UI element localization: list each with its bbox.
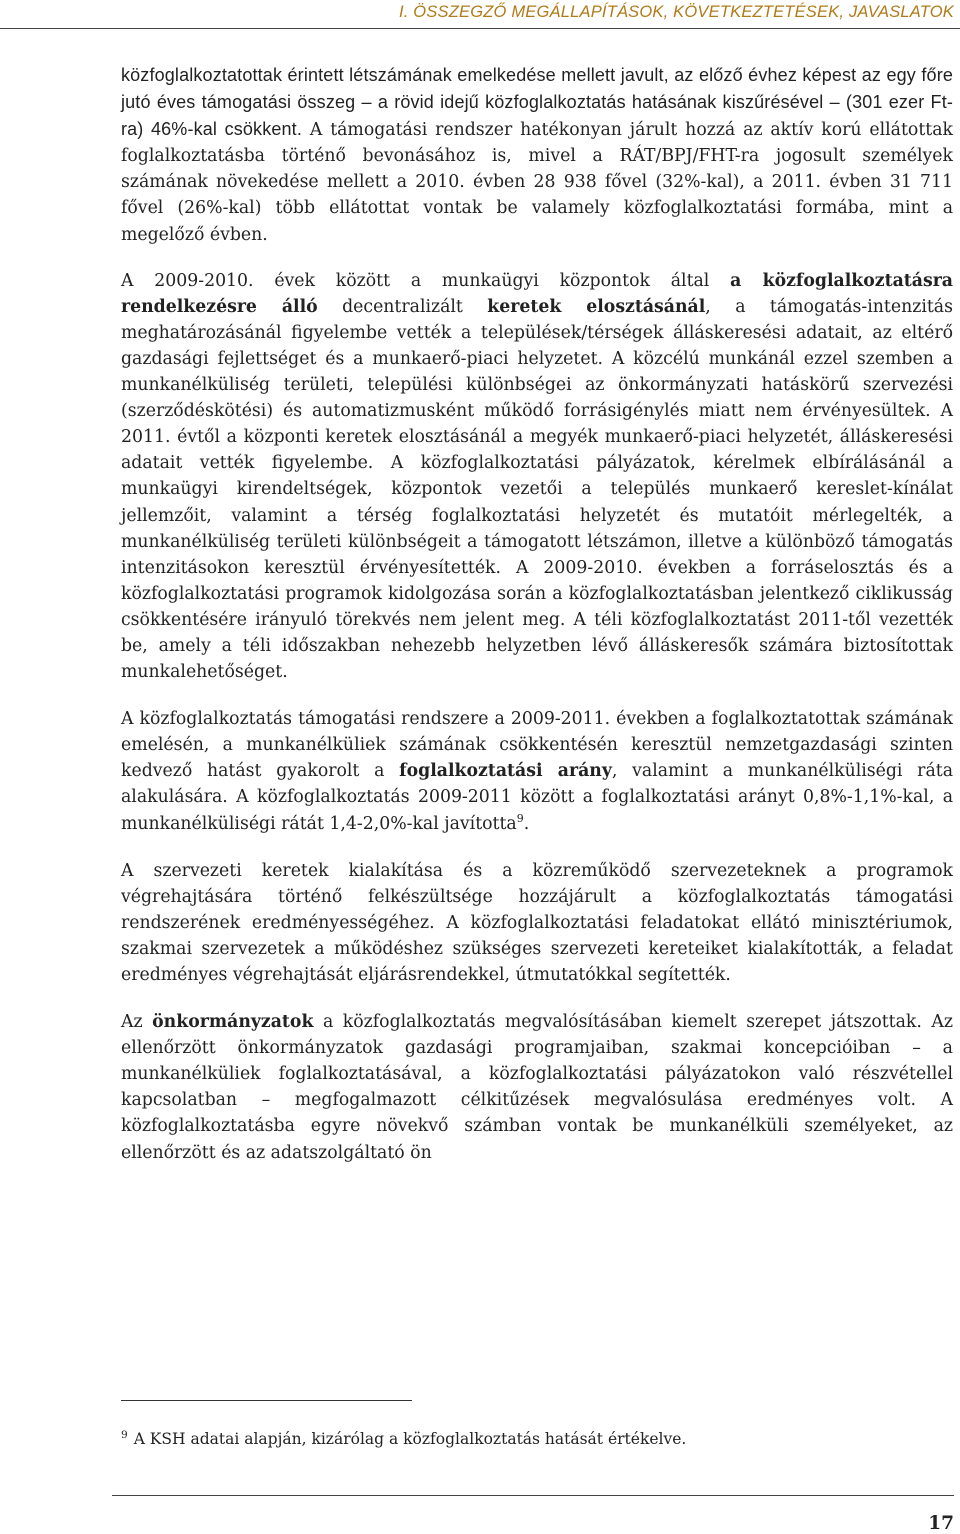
paragraph-2-bold-2: keretek elosztásánál bbox=[487, 296, 706, 317]
paragraph-1-lead: közfoglalkoztatottak érintett létszámának emelkedése mellett javult, az előző évhez képest az egy főre jutó éves támogatási összeg – a rövid idejű közfoglalkoztatás hatásának kiszűrésével – (301 ezer Ft-ra) 46%-kal csökkent. bbox=[121, 65, 953, 140]
paragraph-4 bbox=[121, 858, 953, 988]
footnote bbox=[121, 1428, 951, 1450]
paragraph-4-text: A szervezeti keretek kialakítása és a közreműködő szervezeteknek a programok végrehajtására történő felkészültsége hozzájárult a közfoglalkoztatás támogatási rendszerének eredményességéhez. A közfoglalkoztatási feladatokat ellátó minisztériumok, szakmai szervezetek a működéshez szükséges szervezeti kereteiket kialakították, a feladat eredményes végrehajtását eljárásrendekkel, útmutatókkal segítették. bbox=[121, 860, 953, 985]
paragraph-2 bbox=[121, 268, 953, 686]
running-header-title: I. ÖSSZEGZŐ MEGÁLLAPÍTÁSOK, KÖVETKEZTETÉSEK, JAVASLATOK bbox=[398, 3, 954, 21]
paragraph-5-text-2: a közfoglalkoztatás megvalósításában kiemelt szerepet játszottak. Az ellenőrzött önkormányzatok gazdasági programjaiban, szakmai koncepcióiban – a munkanélküliek foglalkoztatásával, a közfoglalkoztatási pályázatokon való részvétellel kapcsolatban – megfogalmazott célkitűzések megvalósulása eredményes volt. A közfoglalkoztatásba egyre növekvő számban vontak be munkanélküli személyeket, az ellenőrzött és az adatszolgáltató ön bbox=[121, 1012, 954, 1163]
footnote-number: 9 bbox=[121, 1428, 128, 1441]
paragraph-5-bold-1: önkormányzatok bbox=[152, 1012, 314, 1033]
footer-divider bbox=[112, 1495, 954, 1496]
paragraph-3-text-2: , valamint a munkanélküliségi ráta alakulására. A közfoglalkoztatás 2009-2011 között a foglalkoztatási arányt 0,8%-1,1%-kal, a munkanélküliségi rátát 1,4-2,0%-kal javította bbox=[121, 761, 953, 834]
paragraph-3-text-3: . bbox=[523, 813, 530, 834]
body-text bbox=[121, 62, 953, 1187]
paragraph-3-bold-1: foglalkoztatási arány bbox=[399, 761, 612, 782]
paragraph-2-text-3: , a támogatás-intenzitás meghatározásánál figyelembe vették a települések/térségek álláskeresési adatait, az eltérő gazdasági fejlettséget és a munkaerő-piaci helyzetet. A közcélú munkánál ezzel szemben a munkanélküliség területi, települési különbségei az önkormányzati hatáskörű szervezési (szerződéskötési) és automatizmusként működő forrásigénylés miatt nem érvényesültek. A 2011. évtől a központi keretek elosztásánál a megyék munkaerő-piaci helyzetét, álláskeresési adatait vették figyelembe. A közfoglalkoztatási pályázatok, kérelmek elbírálásánál a munkaügyi kirendeltségek, központok vezetői a település munkaerő kereslet-kínálat jellemzőit, valamint a térség foglalkoztatási helyzetét és mutatóit mérlegelték, a munkanélküliség területi különbségeit a támogatott létszámon, illetve a különböző támogatás intenzitásokon keresztül érvényesítették. A 2009-2010. években a forráselosztás és a közfoglalkoztatási programok kidolgozása során a közfoglalkoztatásban jelentkező ciklikusság csökkentésére irányuló törekvés nem jelent meg. A téli közfoglalkoztatást 2011-től vezették be, amely a téli időszakban nehezebb helyzetben lévő álláskeresők számára biztosítottak munkalehetőséget. bbox=[121, 296, 953, 683]
paragraph-5-text-1: Az bbox=[121, 1012, 153, 1033]
header-divider bbox=[0, 28, 960, 29]
page-header bbox=[0, 0, 960, 40]
paragraph-1-rest: A támogatási rendszer hatékonyan járult hozzá az aktív korú ellátottak foglalkoztatásba történő bevonásához is, mivel a RÁT/BPJ/FHT-ra jogosult személyek számának növekedése mellett a 2010. évben 28 938 fővel (32%-kal), a 2011. évben 31 711 fővel (26%-kal) több ellátottat vontak be valamely közfoglalkoztatási formába, mint a megelőző évben. bbox=[121, 120, 953, 245]
paragraph-5 bbox=[121, 1009, 953, 1166]
paragraph-3-text-1: A közfoglalkoztatás támogatási rendszere a 2009-2011. években a foglalkoztatottak számának emelésén, a munkanélküliek számának csökkentésén keresztül nemzetgazdasági szinten kedvező hatást gyakorolt a bbox=[121, 709, 953, 782]
footnote-separator bbox=[121, 1400, 412, 1401]
page-number: 17 bbox=[928, 1513, 954, 1534]
footnote-text: A KSH adatai alapján, kizárólag a közfoglalkoztatás hatását értékelve. bbox=[133, 1430, 687, 1448]
footnote-reference[interactable]: 9 bbox=[516, 811, 524, 825]
paragraph-1 bbox=[121, 62, 953, 248]
paragraph-2-text-1: A 2009-2010. évek között a munkaügyi központok által bbox=[121, 270, 731, 291]
paragraph-3 bbox=[121, 706, 953, 836]
paragraph-2-bold-1: a közfoglalkoztatásra rendelkezésre álló bbox=[121, 270, 954, 317]
paragraph-2-text-2: decentralizált bbox=[317, 296, 488, 317]
